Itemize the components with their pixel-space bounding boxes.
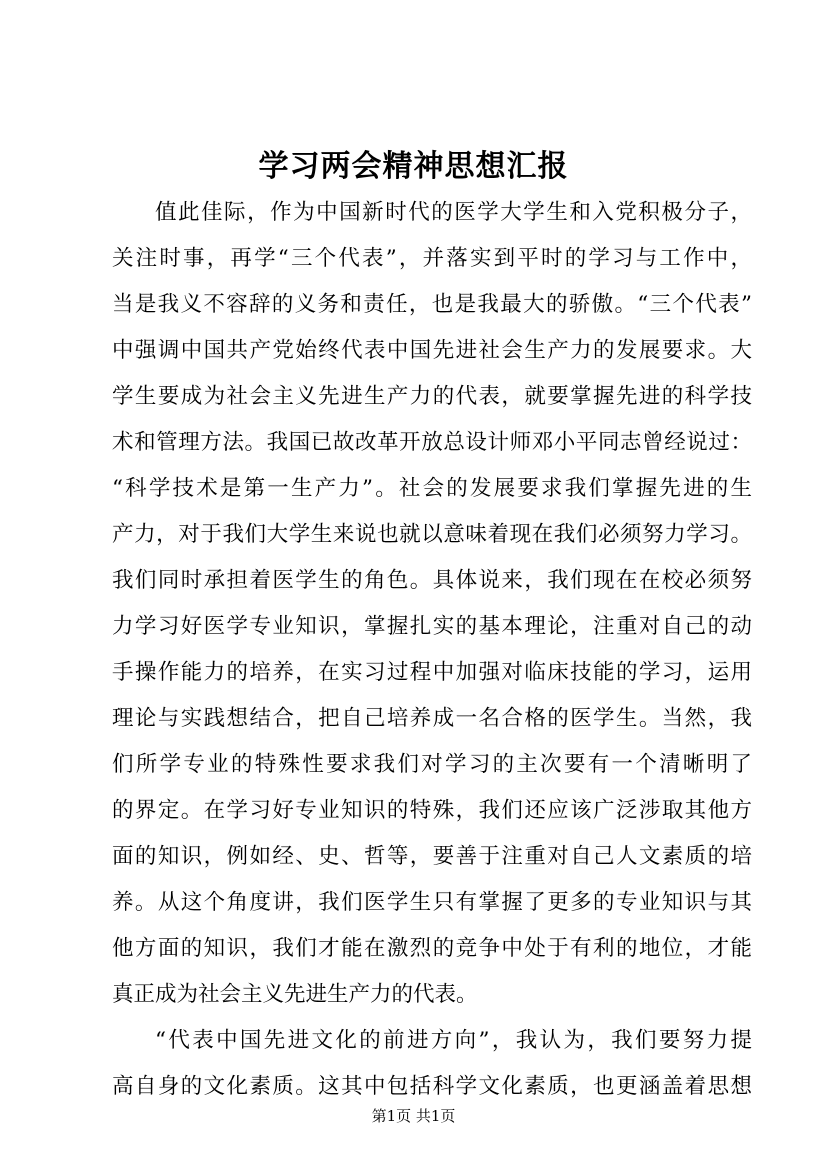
document-body	[112, 190, 752, 1110]
page-footer: 第1页 共1页	[371, 1107, 456, 1125]
document-title: 学习两会精神思想汇报	[258, 149, 569, 184]
paragraph-line: 学生要成为社会主义先进生产力的代表，就要掌握先进的科学技	[112, 384, 752, 409]
paragraph-line: 中强调中国共产党始终代表中国先进社会生产力的发展要求。大	[112, 338, 752, 363]
paragraph-line: 养。从这个角度讲，我们医学生只有掌握了更多的专业知识与其	[112, 890, 752, 915]
paragraph-line: 产力，对于我们大学生来说也就以意味着现在我们必须努力学习。	[112, 522, 752, 547]
paragraph-line: 关注时事，再学“三个代表”，并落实到平时的学习与工作中，	[112, 246, 752, 271]
paragraph-line: 术和管理方法。我国已故改革开放总设计师邓小平同志曾经说过：	[112, 430, 752, 455]
paragraph-line: 我们同时承担着医学生的角色。具体说来，我们现在在校必须努	[112, 568, 752, 593]
paragraph-line: 当是我义不容辞的义务和责任，也是我最大的骄傲。“三个代表”	[112, 292, 752, 317]
paragraph-line: “科学技术是第一生产力”。社会的发展要求我们掌握先进的生	[112, 476, 752, 501]
paragraph-line: 他方面的知识，我们才能在激烈的竞争中处于有利的地位，才能	[112, 936, 752, 961]
paragraph-line: “代表中国先进文化的前进方向”，我认为，我们要努力提	[155, 1028, 752, 1053]
paragraph-line: 力学习好医学专业知识，掌握扎实的基本理论，注重对自己的动	[112, 614, 752, 639]
paragraph-line: 们所学专业的特殊性要求我们对学习的主次要有一个清晰明了	[112, 752, 752, 777]
paragraph-line: 真正成为社会主义先进生产力的代表。	[112, 982, 478, 1007]
paragraph-line: 的界定。在学习好专业知识的特殊，我们还应该广泛涉取其他方	[112, 798, 752, 823]
paragraph-line: 面的知识，例如经、史、哲等，要善于注重对自己人文素质的培	[112, 844, 752, 869]
paragraph-line: 高自身的文化素质。这其中包括科学文化素质，也更涵盖着思想	[112, 1074, 752, 1099]
paragraph-line: 手操作能力的培养，在实习过程中加强对临床技能的学习，运用	[112, 660, 752, 685]
paragraph-line: 值此佳际，作为中国新时代的医学大学生和入党积极分子，	[155, 200, 752, 225]
paragraph-line: 理论与实践想结合，把自己培养成一名合格的医学生。当然，我	[112, 706, 752, 731]
